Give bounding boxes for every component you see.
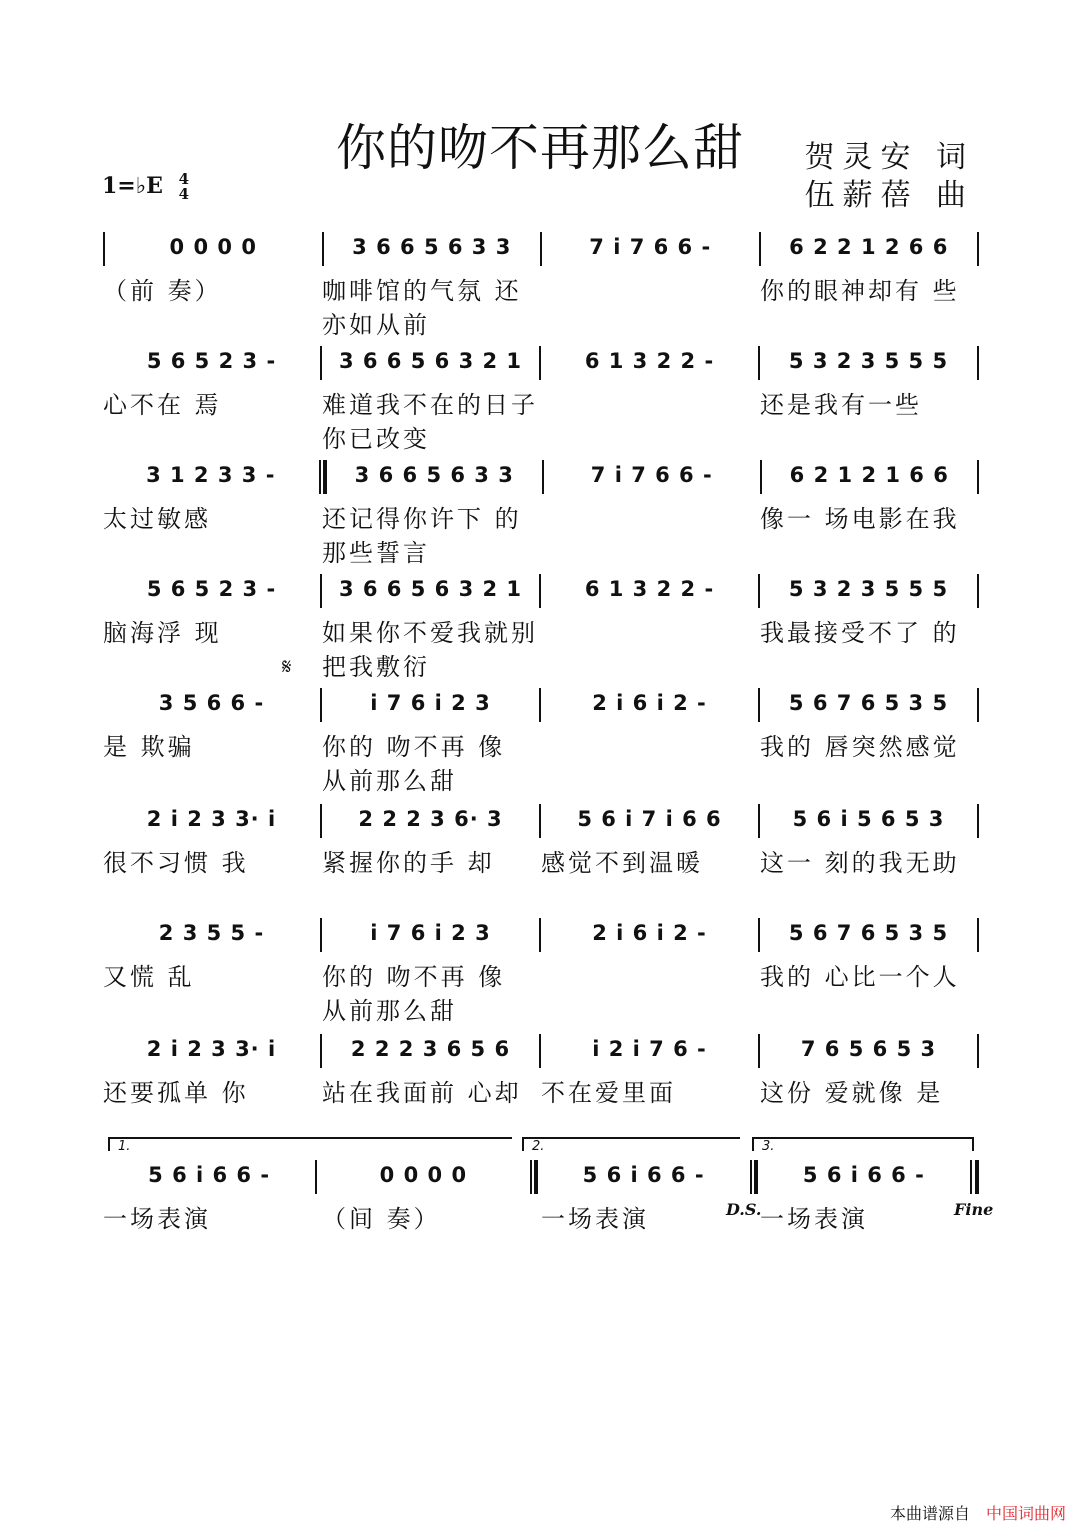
lyric-text: （间 奏）	[322, 1205, 441, 1233]
lyric-text: 这一 刻的我无助	[760, 849, 960, 877]
measure-notes: 5 6 5 2 3 -	[146, 349, 277, 373]
barline	[977, 804, 979, 838]
measure-notes: 6 1 3 2 2 -	[584, 577, 715, 601]
measure-notes: 5 6 7 6 5 3 5	[788, 691, 949, 715]
measure-notes: 0 0 0 0	[169, 235, 257, 259]
measure-notes: 3 6 6 5 6 3 3	[352, 235, 512, 259]
lyric-text	[541, 616, 760, 650]
measure-notes: 2 i 2 3 3· i	[146, 1037, 277, 1061]
measure-notes: 2 i 2 3 3· i	[146, 807, 277, 831]
measure-notes: 5 6 i 6 6 -	[802, 1163, 925, 1187]
notes-row	[103, 460, 979, 494]
barline	[977, 460, 979, 494]
lyric-text: 紧握你的手 却	[322, 849, 495, 877]
time-signature	[179, 172, 189, 202]
measure-notes: i 7 6 i 2 3	[370, 691, 491, 715]
lyric-text	[541, 730, 760, 764]
lyric-text: 还记得你许下 的 那些誓言	[322, 505, 522, 567]
measure-notes: 7 i 7 6 6 -	[589, 235, 712, 259]
barline	[530, 1160, 538, 1194]
lyric-text: 脑海浮 现	[103, 619, 222, 647]
volta-first-label: 1.	[118, 1139, 131, 1154]
notes-row	[103, 1160, 979, 1194]
lyric-text: 感觉不到温暖	[541, 849, 703, 877]
lyric-text	[541, 388, 760, 422]
lyric-text: 还是我有一些	[760, 391, 922, 419]
source-site[interactable]: 中国词曲网	[985, 1504, 1066, 1523]
segno-mark: 𝄋	[282, 655, 292, 680]
lyric-text: （前 奏）	[103, 277, 222, 305]
barline	[977, 918, 979, 952]
lyrics-row	[103, 1076, 979, 1110]
measure-notes: 2 2 2 3 6 5 6	[350, 1037, 511, 1061]
measure-notes: 5 6 i 6 6 -	[582, 1163, 705, 1187]
barline	[750, 1160, 758, 1194]
time-bottom: 4	[178, 185, 189, 203]
lyric-text: 像一 场电影在我	[760, 505, 960, 533]
lyric-text: 咖啡馆的气氛 还 亦如从前	[322, 277, 522, 339]
lyrics-row	[103, 846, 979, 880]
measure-notes: 3 1 2 3 3 -	[146, 463, 276, 487]
lyrics-row	[103, 616, 979, 681]
notes-row	[103, 346, 979, 380]
lyrics-row	[103, 388, 979, 453]
notes-row	[103, 232, 979, 266]
lyric-text	[541, 960, 760, 994]
measure-notes: 0 0 0 0	[379, 1163, 468, 1187]
measure-notes: 6 1 3 2 2 -	[584, 349, 715, 373]
lyrics-row	[103, 274, 979, 339]
lyric-text: 站在我面前 心却	[322, 1079, 522, 1107]
lyrics-row	[103, 502, 979, 567]
lyric-text: 心不在 焉	[103, 391, 222, 419]
measure-notes: 5 6 i 5 6 5 3	[792, 807, 945, 831]
measure-notes: 5 3 2 3 5 5 5	[788, 349, 949, 373]
measure-notes: 5 6 5 2 3 -	[146, 577, 277, 601]
lyric-text: 我的 心比一个人	[760, 963, 960, 991]
lyrics-row	[103, 960, 979, 1025]
lyrics-row	[103, 730, 979, 795]
fine-mark: Fine	[954, 1200, 994, 1219]
barline	[977, 1034, 979, 1068]
composer-credit: 伍薪蓓 曲	[804, 178, 974, 213]
lyric-text: 不在爱里面	[541, 1079, 676, 1107]
lyric-text: 我的 唇突然感觉	[760, 733, 960, 761]
notes-row	[103, 574, 979, 608]
lyric-text: 你的眼神却有 些	[760, 277, 960, 305]
lyric-text	[541, 502, 760, 536]
notes-row	[103, 918, 979, 952]
measure-notes: 2 3 5 5 -	[158, 921, 265, 945]
measure-notes: i 7 6 i 2 3	[370, 921, 491, 945]
lyric-text: 这份 爱就像 是	[760, 1079, 944, 1107]
measure-notes: 2 i 6 i 2 -	[592, 921, 707, 945]
volta-second-label: 2.	[532, 1139, 545, 1154]
lyric-text: 很不习惯 我	[103, 849, 249, 877]
lyric-text: 是 欺骗	[103, 733, 195, 761]
volta-second	[522, 1137, 740, 1154]
measure-notes: 7 6 5 6 5 3	[800, 1037, 937, 1061]
notes-row	[103, 688, 979, 722]
measure-notes: 3 6 6 5 6 3 2 1	[338, 577, 523, 601]
barline	[977, 232, 979, 266]
measure-notes: 2 2 2 3 6· 3	[358, 807, 503, 831]
barline	[977, 346, 979, 380]
volta-third	[752, 1137, 974, 1154]
lyric-text: 如果你不爱我就别 把我敷衍	[322, 619, 538, 681]
page-title: 你的吻不再那么甜	[336, 119, 744, 177]
notes-row	[103, 804, 979, 838]
measure-notes: 2 i 6 i 2 -	[592, 691, 707, 715]
lyric-text: 你的 吻不再 像 从前那么甜	[322, 733, 506, 795]
measure-notes: 5 6 7 6 5 3 5	[788, 921, 949, 945]
lyric-text: 一场表演	[541, 1205, 649, 1233]
measure-notes: 6 2 2 1 2 6 6	[789, 235, 949, 259]
lyrics-row	[103, 1202, 979, 1236]
measure-notes: i 2 i 7 6 -	[592, 1037, 707, 1061]
barline	[977, 574, 979, 608]
time-top: 4	[178, 170, 189, 188]
barline	[977, 688, 979, 722]
lyric-text: 太过敏感	[103, 505, 211, 533]
lyric-text: 又慌 乱	[103, 963, 195, 991]
notes-row	[103, 1034, 979, 1068]
volta-first	[108, 1137, 512, 1154]
measure-notes: 5 6 i 6 6 -	[148, 1163, 271, 1187]
lyricist-credit: 贺灵安 词	[804, 140, 974, 175]
lyric-text: 我最接受不了 的	[760, 619, 960, 647]
barline	[319, 460, 327, 494]
lyric-text: 你的 吻不再 像 从前那么甜	[322, 963, 506, 1025]
measure-notes: 6 2 1 2 1 6 6	[789, 463, 949, 487]
measure-notes: 3 5 6 6 -	[158, 691, 265, 715]
key-label: 1=♭E	[102, 173, 163, 199]
measure-notes: 5 3 2 3 5 5 5	[788, 577, 949, 601]
barline	[970, 1160, 979, 1194]
lyric-text: 还要孤单 你	[103, 1079, 249, 1107]
measure-notes: 7 i 7 6 6 -	[590, 463, 713, 487]
volta-third-label: 3.	[762, 1139, 775, 1154]
key-signature	[102, 172, 189, 202]
lyric-text	[541, 274, 760, 308]
source-prefix: 本曲谱源自	[889, 1504, 970, 1523]
measure-notes: 3 6 6 5 6 3 3	[354, 463, 514, 487]
measure-notes: 3 6 6 5 6 3 2 1	[338, 349, 523, 373]
lyric-text: 一场表演	[760, 1205, 868, 1233]
lyric-text: 一场表演	[103, 1205, 211, 1233]
measure-notes: 5 6 i 7 i 6 6	[577, 807, 722, 831]
ds-mark: D.S.	[726, 1200, 762, 1219]
lyric-text: 难道我不在的日子 你已改变	[322, 391, 538, 453]
source-footer	[890, 1501, 1066, 1524]
